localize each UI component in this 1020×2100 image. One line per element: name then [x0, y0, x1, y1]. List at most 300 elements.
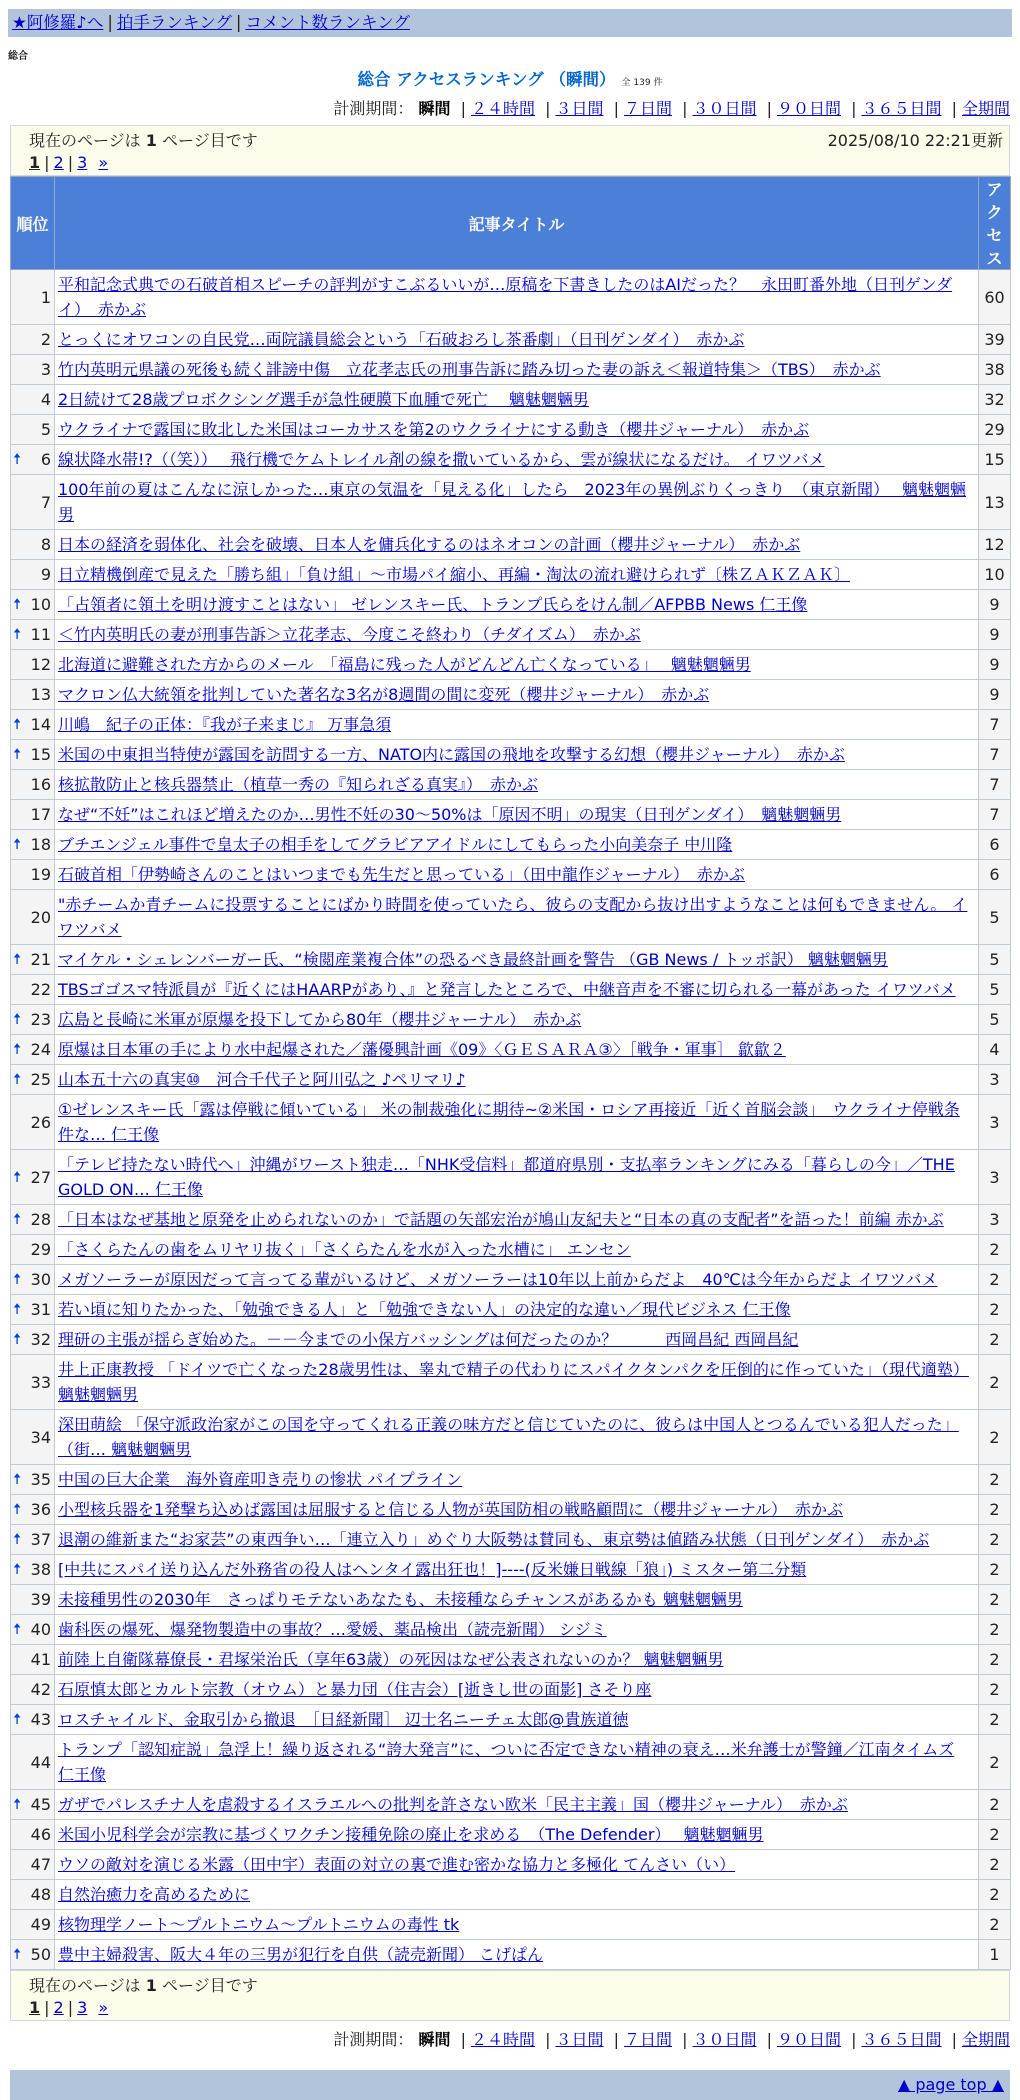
period-all-bottom[interactable]: 全期間	[961, 2030, 1010, 2049]
title-cell	[55, 680, 979, 710]
access-count: 3	[979, 1205, 1011, 1235]
access-count: 2	[979, 1465, 1011, 1495]
title-cell	[55, 830, 979, 860]
table-row	[11, 1295, 1011, 1325]
access-count: 3	[979, 1095, 1011, 1150]
rank-number: 2	[40, 330, 51, 349]
access-count: 5	[979, 975, 1011, 1005]
period-90d[interactable]: ９０日間	[776, 99, 841, 118]
pager-bottom: 現在のページは 1 ページ目です 1 | 2 | 3 »	[10, 1970, 1010, 2021]
ranking-body	[11, 270, 1011, 1970]
rank-cell	[11, 1645, 55, 1675]
access-count: 5	[979, 890, 1011, 945]
article-title-link[interactable]: 石破首相「伊勢崎さんのことはいつまでも先生だと思っている」（田中龍作ジャーナル） 赤かぶ	[58, 865, 745, 884]
rank-cell	[11, 1265, 55, 1295]
article-title-link[interactable]: マイケル・シェレンバーガー氏、“検閲産業複合体”の恐るべき最終計画を警告 （GB News / トッポ訳） 魑魅魍魎男	[58, 950, 888, 969]
page-next-link[interactable]: »	[98, 153, 109, 172]
period-current-bottom: 瞬間	[418, 2030, 451, 2049]
up-arrow-icon: 🠅	[13, 1210, 22, 1228]
article-title-link[interactable]: マクロン仏大統領を批判していた著名な3名が8週間の間に変死（櫻井ジャーナル） 赤かぶ	[58, 685, 710, 704]
article-title-link[interactable]: 「日本はなぜ基地と原発を止められないのか」で話題の矢部宏治が鳩山友紀夫と“日本の真の支配者”を語った！前編 赤かぶ	[58, 1210, 944, 1229]
access-count: 12	[979, 530, 1011, 560]
title-cell	[55, 1645, 979, 1675]
access-count: 2	[979, 1410, 1011, 1465]
title-cell	[55, 975, 979, 1005]
table-row	[11, 385, 1011, 415]
rank-number: 22	[30, 980, 51, 999]
rank-cell	[11, 560, 55, 590]
title-cell	[55, 1325, 979, 1355]
article-title-link[interactable]: 自然治癒力を高めるために	[58, 1885, 251, 1904]
title-cell	[55, 890, 979, 945]
up-arrow-icon: 🠅	[13, 1945, 22, 1963]
table-row	[11, 860, 1011, 890]
rank-number: 48	[30, 1885, 51, 1904]
article-title-link[interactable]: TBSゴゴスマ特派員が『近くにはHAARPがあり、』と発言したところで、中継音声を不審に切られる一幕があった イワツバメ	[58, 980, 956, 999]
article-title-link[interactable]: 井上正康教授 「ドイツで亡くなった28歳男性は、睾丸で精子の代わりにスパイクタンパクを圧倒的に作っていた」（現代適塾） 魑魅魍魎男	[58, 1360, 969, 1404]
period-all[interactable]: 全期間	[961, 99, 1010, 118]
rank-cell	[11, 975, 55, 1005]
updated-timestamp: 2025/08/10 22:21更新	[827, 131, 1003, 150]
page-title	[0, 66, 1020, 90]
rank-number: 7	[40, 492, 51, 512]
title-cell	[55, 325, 979, 355]
rank-cell	[11, 680, 55, 710]
access-count: 2	[979, 1820, 1011, 1850]
table-row	[11, 1790, 1011, 1820]
access-count: 2	[979, 1850, 1011, 1880]
article-title-link[interactable]: 理研の主張が揺らぎ始めた。－－今までの小保方バッシングは何だったのか？ 西岡昌紀 西岡昌紀	[58, 1330, 799, 1349]
rank-cell	[11, 1465, 55, 1495]
rank-cell	[11, 1910, 55, 1940]
period-label: 計測期間：	[333, 99, 414, 118]
article-title-link[interactable]: ロスチャイルド、金取引から撤退 ［日経新聞］ 辺士名ニーチェ太郎@貴族道徳	[58, 1710, 629, 1729]
up-arrow-icon: 🠅	[13, 1300, 22, 1318]
col-header-title: 記事タイトル	[55, 177, 979, 270]
rank-cell	[11, 445, 55, 475]
table-row	[11, 1880, 1011, 1910]
period-3d-bottom[interactable]: ３日間	[555, 2030, 604, 2049]
rank-cell	[11, 270, 55, 325]
title-cell	[55, 1525, 979, 1555]
up-arrow-icon: 🠅	[13, 1530, 22, 1548]
rank-number: 23	[30, 1010, 51, 1029]
rank-number: 36	[30, 1500, 51, 1519]
access-count: 32	[979, 385, 1011, 415]
table-row	[11, 1645, 1011, 1675]
article-title-link[interactable]: 山本五十六の真実⑩ 河合千代子と阿川弘之 ♪ペリマリ♪	[58, 1070, 466, 1089]
title-cell	[55, 1005, 979, 1035]
article-title-link[interactable]: 竹内英明元県議の死後も続く誹謗中傷 立花孝志氏の刑事告訴に踏み切った妻の訴え＜報道特集＞（TBS） 赤かぶ	[58, 360, 881, 379]
up-arrow-icon: 🠅	[13, 1500, 22, 1518]
rank-number: 19	[30, 865, 51, 884]
access-count: 6	[979, 830, 1011, 860]
article-title-link[interactable]: 「テレビ持たない時代へ」沖縄がワースト独走…「NHK受信料」都道府県別・支払率ランキングにみる「暮らしの今」／THE GOLD ON… 仁王像	[58, 1155, 955, 1199]
up-arrow-icon: 🠅	[13, 1070, 22, 1088]
article-title-link[interactable]: 2日続けて28歳プロボクシング選手が急性硬膜下血腫で死亡 魑魅魍魎男	[58, 390, 589, 409]
article-title-link[interactable]: ガザでパレスチナ人を虐殺するイスラエルへの批判を許さない欧米「民主主義」国（櫻井ジャーナル） 赤かぶ	[58, 1795, 848, 1814]
title-cell	[55, 1235, 979, 1265]
period-365d-bottom[interactable]: ３６５日間	[861, 2030, 942, 2049]
rank-cell	[11, 860, 55, 890]
table-row	[11, 830, 1011, 860]
title-cell	[55, 530, 979, 560]
rank-number: 11	[30, 625, 51, 644]
rank-number: 28	[30, 1210, 51, 1229]
rank-number: 16	[30, 775, 51, 794]
table-row	[11, 1850, 1011, 1880]
article-title-link[interactable]: "赤チームか青チームに投票することにばかり時間を使っていたら、彼らの支配から抜け出すようなことは何もできません。 イワツバメ	[58, 895, 968, 939]
title-cell	[55, 740, 979, 770]
page-link-1-current: 1	[29, 153, 41, 172]
article-title-link[interactable]: 歯科医の爆死、爆発物製造中の事故？…愛媛、薬品検出（読売新聞） シジミ	[58, 1620, 607, 1639]
rank-cell	[11, 1615, 55, 1645]
rank-cell	[11, 415, 55, 445]
nav-link-clap-ranking[interactable]: 拍手ランキング	[116, 13, 232, 32]
access-count: 2	[979, 1645, 1011, 1675]
article-title-link[interactable]: 前陸上自衛隊幕僚長・君塚栄治氏（享年63歳）の死因はなぜ公表されないのか？ 魑魅魍魎男	[58, 1650, 724, 1669]
article-title-link[interactable]: 未接種男性の2030年 さっぱりモテないあなたも、未接種ならチャンスがあるかも 魑魅魍魎男	[58, 1590, 743, 1609]
title-cell	[55, 1705, 979, 1735]
title-cell	[55, 1850, 979, 1880]
access-count: 9	[979, 650, 1011, 680]
article-title-link[interactable]: 平和記念式典での石破首相スピーチの評判がすこぶるいいが…原稿を下書きしたのはAIだった？ 永田町番外地（日刊ゲンダイ） 赤かぶ	[58, 275, 953, 319]
title-cell	[55, 710, 979, 740]
up-arrow-icon: 🠅	[13, 1620, 22, 1638]
rank-number: 29	[30, 1240, 51, 1259]
access-count: 2	[979, 1325, 1011, 1355]
access-count: 2	[979, 1735, 1011, 1790]
article-title-link[interactable]: 豊中主婦殺害、阪大４年の三男が犯行を自供（読売新聞） こげぱん	[58, 1945, 544, 1964]
table-row	[11, 1555, 1011, 1585]
article-title-link[interactable]: ウソの敵対を演じる米露（田中宇）表面の対立の裏で進む密かな協力と多極化 てんさい（い）	[58, 1855, 736, 1874]
table-row	[11, 1205, 1011, 1235]
rank-cell	[11, 650, 55, 680]
table-header-row	[11, 177, 1011, 270]
rank-cell	[11, 770, 55, 800]
rank-number: 38	[30, 1560, 51, 1579]
article-title-link[interactable]: 原爆は日本軍の手により水中起爆された／藩優興計画《09》〈ＧＥＳＡＲＡ③〉［戦争・軍事］ 歙歙２	[58, 1040, 786, 1059]
access-count: 38	[979, 355, 1011, 385]
rank-cell	[11, 1355, 55, 1410]
table-row	[11, 650, 1011, 680]
rank-number: 49	[30, 1915, 51, 1934]
up-arrow-icon: 🠅	[13, 595, 22, 613]
rank-cell	[11, 1035, 55, 1065]
title-cell	[55, 860, 979, 890]
access-count: 2	[979, 1705, 1011, 1735]
rank-number: 9	[40, 565, 51, 584]
title-cell	[55, 1820, 979, 1850]
rank-cell	[11, 1940, 55, 1970]
access-count: 7	[979, 740, 1011, 770]
up-arrow-icon: 🠅	[13, 715, 22, 733]
nav-link-comment-ranking[interactable]: コメント数ランキング	[245, 13, 410, 32]
title-cell	[55, 355, 979, 385]
table-row	[11, 270, 1011, 325]
rank-cell	[11, 1735, 55, 1790]
period-3d[interactable]: ３日間	[555, 99, 604, 118]
access-count: 2	[979, 1495, 1011, 1525]
table-row	[11, 590, 1011, 620]
table-row	[11, 890, 1011, 945]
table-row	[11, 355, 1011, 385]
title-cell	[55, 1555, 979, 1585]
rank-number: 47	[30, 1855, 51, 1874]
access-count: 29	[979, 415, 1011, 445]
up-arrow-icon: 🠅	[13, 1167, 22, 1186]
access-count: 3	[979, 1150, 1011, 1205]
rank-cell	[11, 1820, 55, 1850]
period-selector-top: 計測期間： 瞬間 | ２４時間 | ３日間 | ７日間 | ３０日間 | ９０日間 | ３６５日間 | 全期間	[333, 99, 1010, 118]
rank-cell	[11, 830, 55, 860]
access-count: 9	[979, 680, 1011, 710]
period-90d-bottom[interactable]: ９０日間	[776, 2030, 841, 2049]
nav-link-asyura[interactable]: ★阿修羅♪へ	[12, 13, 104, 32]
rank-cell	[11, 1525, 55, 1555]
total-count: 全 139 件	[621, 78, 663, 88]
table-row	[11, 1495, 1011, 1525]
article-title-link[interactable]: 石原慎太郎とカルト宗教（オウム）と暴力団（住吉会）[逝きし世の面影] さそり座	[58, 1680, 652, 1699]
rank-cell	[11, 1095, 55, 1150]
access-count: 9	[979, 590, 1011, 620]
table-row	[11, 1065, 1011, 1095]
title-cell	[55, 1735, 979, 1790]
up-arrow-icon: 🠅	[13, 1010, 22, 1028]
page-link-3-bottom[interactable]: 3	[77, 1998, 88, 2017]
title-cell	[55, 800, 979, 830]
rank-cell	[11, 710, 55, 740]
title-cell	[55, 1495, 979, 1525]
article-title-link[interactable]: とっくにオワコンの自民党…両院議員総会という「石破おろし茶番劇」（日刊ゲンダイ） 赤かぶ	[58, 330, 745, 349]
access-count: 2	[979, 1265, 1011, 1295]
title-cell	[55, 1675, 979, 1705]
col-header-access: アクセス	[979, 177, 1011, 270]
title-cell	[55, 650, 979, 680]
rank-number: 6	[40, 450, 51, 469]
table-row	[11, 1465, 1011, 1495]
rank-cell	[11, 1880, 55, 1910]
title-cell	[55, 1410, 979, 1465]
rank-number: 21	[30, 950, 51, 969]
pager-top: 現在のページは 1 ページ目です 2025/08/10 22:21更新 1 | 2 | 3 »	[10, 125, 1010, 176]
article-title-link[interactable]: 「さくらたんの歯をムリヤリ抜く」「さくらたんを水が入った水槽に」 エンセン	[58, 1240, 631, 1259]
article-title-link[interactable]: トランプ「認知症説」急浮上！繰り返される“誇大発言”に、ついに否定できない精神の衰え…米弁護士が警鐘／江南タイムズ 仁王像	[58, 1740, 955, 1784]
table-row	[11, 1410, 1011, 1465]
access-count: 7	[979, 800, 1011, 830]
rank-number: 20	[30, 907, 51, 927]
rank-number: 10	[30, 595, 51, 614]
article-title-link[interactable]: 川嶋 紀子の正体：『我が子来まじ』 万事急須	[58, 715, 392, 734]
rank-number: 14	[30, 715, 51, 734]
rank-number: 27	[30, 1167, 51, 1187]
rank-cell	[11, 385, 55, 415]
rank-number: 43	[30, 1710, 51, 1729]
article-title-link[interactable]: 100年前の夏はこんなに涼しかった…東京の気温を「見える化」したら 2023年の異例ぶりくっきり （東京新聞） 魑魅魍魎男	[58, 480, 967, 524]
rank-number: 33	[30, 1372, 51, 1392]
period-30d-bottom[interactable]: ３０日間	[692, 2030, 757, 2049]
period-24h-bottom[interactable]: ２４時間	[470, 2030, 535, 2049]
table-row	[11, 530, 1011, 560]
rank-cell	[11, 325, 55, 355]
table-row	[11, 1235, 1011, 1265]
table-row	[11, 800, 1011, 830]
access-count: 3	[979, 1065, 1011, 1095]
rank-number: 18	[30, 835, 51, 854]
table-row	[11, 710, 1011, 740]
access-count: 2	[979, 1880, 1011, 1910]
table-row	[11, 1705, 1011, 1735]
article-title-link[interactable]: ①ゼレンスキー氏「露は停戦に傾いている」 米の制裁強化に期待~②米国・ロシア再接近「近く首脳会談」 ウクライナ停戦条件な… 仁王像	[58, 1100, 960, 1144]
rank-number: 35	[30, 1470, 51, 1489]
up-arrow-icon: 🠅	[13, 835, 22, 853]
table-row	[11, 1675, 1011, 1705]
title-cell	[55, 620, 979, 650]
title-cell	[55, 1035, 979, 1065]
article-title-link[interactable]: 北海道に避難された方からのメール 「福島に残った人がどんどん亡くなっている」 魑魅魍魎男	[58, 655, 751, 674]
section-tag: 総合	[8, 51, 28, 62]
rank-number: 42	[30, 1680, 51, 1699]
page-title-text: 総合 アクセスランキング （瞬間）	[357, 70, 616, 89]
period-7d-bottom[interactable]: ７日間	[623, 2030, 672, 2049]
rank-cell	[11, 355, 55, 385]
title-cell	[55, 560, 979, 590]
article-title-link[interactable]: 退潮の維新また“お家芸”の東西争い…「連立入り」めぐり大阪勢は賛同も、東京勢は値踏み状態（日刊ゲンダイ） 赤かぶ	[58, 1530, 930, 1549]
title-cell	[55, 770, 979, 800]
title-cell	[55, 1355, 979, 1410]
page-top-link[interactable]: ▲ page top ▲	[897, 2075, 1004, 2094]
page-link-1-current-bottom: 1	[29, 1998, 41, 2017]
access-count: 5	[979, 1005, 1011, 1035]
rank-number: 46	[30, 1825, 51, 1844]
table-row	[11, 1005, 1011, 1035]
access-count: 6	[979, 860, 1011, 890]
up-arrow-icon: 🠅	[13, 1710, 22, 1728]
article-title-link[interactable]: 線状降水帯!?（（笑）） 飛行機でケムトレイル剤の線を撒いているから、雲が線状になるだけ。 イワツバメ	[58, 450, 825, 469]
article-title-link[interactable]: 中国の巨大企業 海外資産叩き売りの惨状 パイプライン	[58, 1470, 463, 1489]
access-count: 4	[979, 1035, 1011, 1065]
article-title-link[interactable]: ウクライナで露国に敗北した米国はコーカサスを第2のウクライナにする動き（櫻井ジャーナル） 赤かぶ	[58, 420, 810, 439]
table-row	[11, 740, 1011, 770]
title-cell	[55, 1095, 979, 1150]
rank-number: 34	[30, 1427, 51, 1447]
article-title-link[interactable]: ＜竹内英明氏の妻が刑事告訴＞立花孝志、今度こそ終わり（チダイズム） 赤かぶ	[58, 625, 641, 644]
article-title-link[interactable]: メガソーラーが原因だって言ってる輩がいるけど、メガソーラーは10年以上前からだよ 40℃は今年からだよ イワツバメ	[58, 1270, 938, 1289]
table-row	[11, 680, 1011, 710]
page-next-link-bottom[interactable]: »	[98, 1998, 109, 2017]
up-arrow-icon: 🠅	[13, 1330, 22, 1348]
rank-cell	[11, 590, 55, 620]
table-row	[11, 445, 1011, 475]
page-status: 現在のページは 1 ページ目です	[29, 131, 258, 150]
article-title-link[interactable]: 日立精機倒産で見えた「勝ち組」「負け組」～市場パイ縮小、再編・淘汰の流れ避けられず〔株ＺＡＫＺＡＫ〕	[58, 565, 851, 584]
article-title-link[interactable]: 広島と長崎に米軍が原爆を投下してから80年（櫻井ジャーナル） 赤かぶ	[58, 1010, 582, 1029]
period-365d[interactable]: ３６５日間	[861, 99, 942, 118]
access-count: 7	[979, 710, 1011, 740]
rank-cell	[11, 1235, 55, 1265]
article-title-link[interactable]: なぜ“不妊”はこれほど増えたのか…男性不妊の30～50%は「原因不明」の現実（日刊ゲンダイ） 魑魅魍魎男	[58, 805, 842, 824]
article-title-link[interactable]: ブチエンジェル事件で皇太子の相手をしてグラビアアイドルにしてもらった小向美奈子 中川隆	[58, 835, 733, 854]
title-cell	[55, 270, 979, 325]
rank-number: 5	[40, 420, 51, 439]
rank-number: 50	[30, 1945, 51, 1964]
rank-number: 41	[30, 1650, 51, 1669]
rank-number: 12	[30, 655, 51, 674]
article-title-link[interactable]: 深田萌絵 「保守派政治家がこの国を守ってくれる正義の味方だと信じていたのに、彼らは中国人とつるんでいる犯人だった」（街… 魑魅魍魎男	[58, 1415, 959, 1459]
table-row	[11, 1525, 1011, 1555]
article-title-link[interactable]: 小型核兵器を1発撃ち込めば露国は屈服すると信じる人物が英国防相の戦略顧問に（櫻井ジャーナル） 赤かぶ	[58, 1500, 844, 1519]
page-link-2-bottom[interactable]: 2	[53, 1998, 64, 2017]
period-selector-bottom: 計測期間： 瞬間 | ２４時間 | ３日間 | ７日間 | ３０日間 | ９０日間 | ３６５日間 | 全期間	[333, 2030, 1010, 2049]
rank-cell	[11, 945, 55, 975]
access-count: 2	[979, 1525, 1011, 1555]
article-title-link[interactable]: 「占領者に領土を明け渡すことはない」 ゼレンスキー氏、トランプ氏らをけん制／AFPBB News 仁王像	[58, 595, 808, 614]
article-title-link[interactable]: 核拡散防止と核兵器禁止（植草一秀の『知られざる真実』） 赤かぶ	[58, 775, 539, 794]
page-link-2[interactable]: 2	[53, 153, 64, 172]
access-count: 2	[979, 1675, 1011, 1705]
article-title-link[interactable]: 核物理学ノート～プルトニウム～プルトニウムの毒性 tk	[58, 1915, 460, 1934]
rank-cell	[11, 1410, 55, 1465]
up-arrow-icon: 🠅	[13, 625, 22, 643]
article-title-link[interactable]: 日本の経済を弱体化、社会を破壊、日本人を傭兵化するのはネオコンの計画（櫻井ジャーナル） 赤かぶ	[58, 535, 801, 554]
article-title-link[interactable]: 米国小児科学会が宗教に基づくワクチン接種免除の廃止を求める （The Defender） 魑魅魍魎男	[58, 1825, 764, 1844]
period-current: 瞬間	[418, 99, 451, 118]
access-count: 10	[979, 560, 1011, 590]
table-row	[11, 1265, 1011, 1295]
article-title-link[interactable]: 若い頃に知りたかった、「勉強できる人」と「勉強できない人」の決定的な違い／現代ビジネス 仁王像	[58, 1300, 791, 1319]
rank-cell	[11, 1585, 55, 1615]
article-title-link[interactable]: [中共にスパイ送り込んだ外務省の役人はヘンタイ露出狂也！]----(反米嫌日戦線「狼」) ミスター第二分類	[58, 1560, 807, 1579]
rank-cell	[11, 1555, 55, 1585]
title-cell	[55, 1265, 979, 1295]
access-count: 39	[979, 325, 1011, 355]
access-count: 9	[979, 620, 1011, 650]
access-count: 7	[979, 770, 1011, 800]
article-title-link[interactable]: 米国の中東担当特使が露国を訪問する一方、NATO内に露国の飛地を攻撃する幻想（櫻井ジャーナル） 赤かぶ	[58, 745, 845, 764]
access-count: 2	[979, 1235, 1011, 1265]
rank-cell	[11, 1675, 55, 1705]
table-row	[11, 1585, 1011, 1615]
up-arrow-icon: 🠅	[13, 1270, 22, 1288]
table-row	[11, 415, 1011, 445]
table-row	[11, 1035, 1011, 1065]
period-7d[interactable]: ７日間	[623, 99, 672, 118]
rank-cell	[11, 1705, 55, 1735]
rank-cell	[11, 1790, 55, 1820]
rank-number: 24	[30, 1040, 51, 1059]
period-30d[interactable]: ３０日間	[692, 99, 757, 118]
up-arrow-icon: 🠅	[13, 950, 22, 968]
access-count: 2	[979, 1355, 1011, 1410]
page-link-3[interactable]: 3	[77, 153, 88, 172]
rank-cell	[11, 1850, 55, 1880]
rank-number: 44	[30, 1752, 51, 1772]
rank-number: 1	[40, 287, 51, 307]
table-row	[11, 1735, 1011, 1790]
rank-number: 40	[30, 1620, 51, 1639]
table-row	[11, 560, 1011, 590]
rank-number: 3	[40, 360, 51, 379]
access-count: 2	[979, 1910, 1011, 1940]
table-row	[11, 1355, 1011, 1410]
rank-cell	[11, 1205, 55, 1235]
title-cell	[55, 1940, 979, 1970]
rank-number: 32	[30, 1330, 51, 1349]
up-arrow-icon: 🠅	[13, 1795, 22, 1813]
period-24h[interactable]: ２４時間	[470, 99, 535, 118]
table-row	[11, 1910, 1011, 1940]
table-row	[11, 325, 1011, 355]
